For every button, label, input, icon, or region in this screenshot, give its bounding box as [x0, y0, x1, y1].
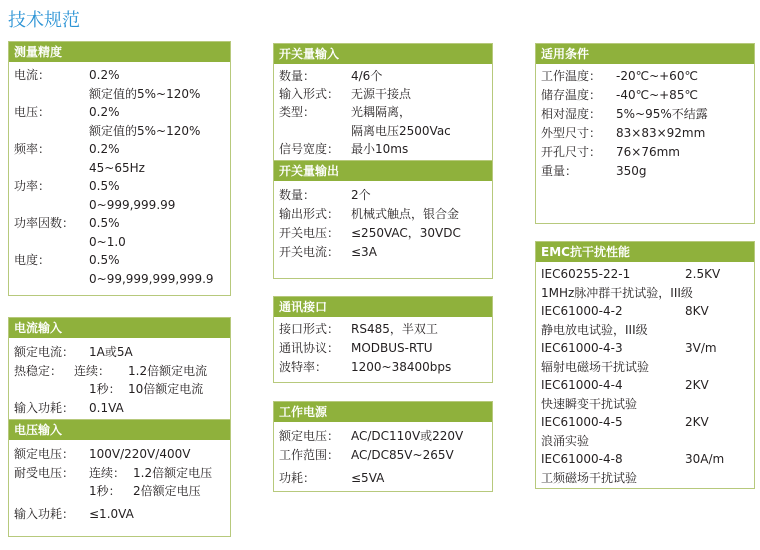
measure-range: 0~999,999.99 — [89, 197, 176, 212]
emc-level: 8KV — [685, 304, 709, 318]
condition-row — [541, 86, 754, 105]
withstand-1s-label: 1秒： — [89, 484, 121, 498]
condition-value: 76×76mm — [616, 145, 680, 159]
condition-value: -20℃~+60℃ — [616, 69, 698, 83]
measure-range: 额定值的5%~120% — [89, 86, 201, 101]
measure-range: 45~65Hz — [89, 160, 145, 175]
emc-description: 静电放电试验，III级 — [541, 322, 648, 337]
condition-row — [541, 124, 754, 143]
switch-in-count-label: 数量： — [279, 69, 316, 83]
comm-baud-label: 波特率： — [279, 360, 328, 374]
emc-description: 1MHz脉冲群干扰试验，III级 — [541, 285, 693, 300]
power-rated-value: AC/DC110V或220V — [351, 429, 464, 443]
switch-out-voltage-label: 开关电压： — [279, 226, 340, 241]
switch-out-current-label: 开关电流： — [279, 245, 340, 260]
measure-range: 0~1.0 — [89, 234, 126, 249]
condition-label: 开孔尺寸： — [541, 145, 602, 159]
emc-header: EMC抗干扰性能 — [536, 242, 754, 262]
page-title: 技术规范 — [8, 10, 80, 31]
condition-label: 工作温度： — [541, 69, 602, 83]
emc-std-row — [541, 265, 754, 284]
switch-in-type-spacer — [279, 122, 351, 140]
measure-accuracy: 0.2% — [89, 68, 120, 82]
emc-standard: IEC60255-22-1 — [541, 267, 631, 281]
emc-description: 快速瞬变干扰试验 — [541, 396, 638, 411]
measure-accuracy: 0.5% — [89, 253, 120, 267]
emc-standard: IEC61000-4-8 — [541, 452, 623, 466]
thermal-spacer — [14, 380, 89, 399]
current-power-label: 输入功耗： — [14, 400, 75, 415]
thermal-continuous-value: 1.2倍额定电流 — [128, 363, 208, 378]
switch-in-type-value-1: 光耦隔离， — [351, 105, 412, 120]
measure-accuracy: 0.5% — [89, 179, 120, 193]
power-range-value: AC/DC85V~265V — [351, 448, 454, 462]
emc-standard: IEC61000-4-4 — [541, 378, 623, 392]
condition-label: 相对湿度： — [541, 107, 602, 121]
condition-row — [541, 67, 754, 86]
rated-current-value: 1A或5A — [89, 345, 133, 359]
power-cons-label: 功耗： — [279, 471, 316, 485]
comm-iface-value: RS485，半双工 — [351, 322, 438, 336]
measure-row — [14, 214, 230, 251]
withstand-continuous-value: 1.2倍额定电压 — [133, 465, 213, 480]
switch-out-body — [274, 181, 492, 262]
measure-range: 0~99,999,999,999.9 — [89, 271, 214, 286]
conditions-body — [536, 64, 754, 181]
voltage-power-label: 输入功耗： — [14, 506, 75, 521]
condition-label: 重量： — [541, 164, 578, 178]
withstand-spacer — [14, 482, 89, 501]
comm-baud-value: 1200~38400bps — [351, 360, 452, 374]
emc-description: 工频磁场干扰试验 — [541, 470, 638, 485]
emc-level: 2.5KV — [685, 267, 721, 281]
thermal-label: 热稳定： — [14, 363, 63, 378]
switch-out-form-value: 机械式触点，银合金 — [351, 207, 460, 222]
measure-label: 电流： — [14, 68, 51, 82]
thermal-1s-label: 1秒： — [89, 382, 121, 396]
conditions-panel — [535, 43, 755, 224]
measure-row — [14, 66, 230, 103]
measure-panel — [8, 41, 231, 296]
measure-accuracy: 0.2% — [89, 105, 120, 119]
emc-std-row — [541, 450, 754, 469]
measure-row — [14, 103, 230, 140]
voltage-input-header: 电压输入 — [9, 419, 230, 440]
rated-voltage-label: 额定电压： — [14, 447, 75, 461]
current-input-body — [9, 338, 230, 417]
switch-out-voltage-value: ≤250VAC，30VDC — [351, 226, 461, 241]
power-cons-value: ≤5VA — [351, 471, 385, 485]
condition-label: 储存温度： — [541, 88, 602, 102]
emc-body — [536, 262, 754, 487]
measure-label: 电度： — [14, 253, 51, 267]
condition-row — [541, 105, 754, 124]
switch-in-type-value-2: 隔离电压2500Vac — [351, 123, 451, 138]
power-body — [274, 422, 492, 488]
conditions-header: 适用条件 — [536, 44, 754, 64]
power-rated-label: 额定电压： — [279, 429, 340, 443]
switch-in-body — [274, 64, 492, 158]
condition-value: 5%~95%不结露 — [616, 107, 708, 121]
comm-iface-label: 接口形式： — [279, 322, 340, 336]
measure-label: 电压： — [14, 105, 51, 119]
power-header: 工作电源 — [274, 402, 492, 422]
measure-accuracy: 0.2% — [89, 142, 120, 156]
condition-value: -40℃~+85℃ — [616, 88, 698, 102]
switch-in-width-label: 信号宽度： — [279, 141, 340, 156]
switch-out-header: 开关量输出 — [274, 160, 492, 181]
switch-in-width-value: 最小10ms — [351, 141, 409, 156]
emc-level: 30A/m — [685, 452, 725, 466]
condition-value: 83×83×92mm — [616, 126, 706, 140]
voltage-input-body — [9, 440, 230, 523]
comm-header: 通讯接口 — [274, 297, 492, 317]
rated-voltage-value: 100V/220V/400V — [89, 447, 191, 461]
current-power-value: 0.1VA — [89, 400, 124, 415]
thermal-1s-value: 10倍额定电流 — [128, 382, 204, 396]
condition-label: 外型尺寸： — [541, 126, 602, 140]
switch-in-form-label: 输入形式： — [279, 87, 340, 102]
rated-current-label: 额定电流： — [14, 345, 75, 359]
measure-accuracy: 0.5% — [89, 216, 120, 230]
emc-standard: IEC61000-4-2 — [541, 304, 623, 318]
thermal-continuous-label: 连续： — [74, 363, 111, 378]
comm-panel — [273, 296, 493, 383]
comm-proto-value: MODBUS-RTU — [351, 341, 433, 355]
emc-standard: IEC61000-4-5 — [541, 415, 623, 429]
power-range-label: 工作范围： — [279, 448, 340, 462]
measure-header: 测量精度 — [9, 42, 230, 62]
measure-label: 功率因数： — [14, 216, 75, 230]
switch-out-current-value: ≤3A — [351, 245, 377, 260]
switch-in-count-value: 4/6个 — [351, 69, 383, 83]
emc-std-row — [541, 376, 754, 395]
emc-level: 2KV — [685, 415, 709, 429]
voltage-power-value: ≤1.0VA — [89, 506, 134, 521]
emc-description: 浪涌实验 — [541, 433, 590, 448]
emc-panel — [535, 241, 755, 489]
emc-level: 3V/m — [685, 341, 717, 355]
measure-row — [14, 177, 230, 214]
measure-range: 额定值的5%~120% — [89, 123, 201, 138]
switch-out-count-value: 2个 — [351, 188, 371, 203]
switch-in-type-label: 类型： — [279, 105, 316, 120]
switch-out-form-label: 输出形式： — [279, 207, 340, 222]
measure-row — [14, 140, 230, 177]
switch-in-form-value: 无源干接点 — [351, 87, 412, 102]
condition-value: 350g — [616, 164, 647, 178]
measure-label: 频率： — [14, 142, 51, 156]
measure-body — [9, 62, 230, 288]
measure-label: 功率： — [14, 179, 51, 193]
emc-std-row — [541, 302, 754, 321]
measure-row — [14, 251, 230, 288]
emc-std-row — [541, 413, 754, 432]
emc-level: 2KV — [685, 378, 709, 392]
emc-description: 辐射电磁场干扰试验 — [541, 359, 650, 374]
emc-std-row — [541, 339, 754, 358]
current-input-header: 电流输入 — [9, 318, 230, 338]
comm-body — [274, 317, 492, 377]
condition-row — [541, 162, 754, 181]
switch-panel — [273, 43, 493, 279]
condition-row — [541, 143, 754, 162]
comm-proto-label: 通讯协议： — [279, 341, 340, 355]
switch-out-count-label: 数量： — [279, 188, 316, 203]
current-voltage-panel — [8, 317, 231, 537]
switch-in-header: 开关量输入 — [274, 44, 492, 64]
withstand-label: 耐受电压： — [14, 465, 75, 480]
emc-standard: IEC61000-4-3 — [541, 341, 623, 355]
withstand-1s-value: 2倍额定电压 — [133, 484, 201, 498]
power-panel — [273, 401, 493, 492]
withstand-continuous-label: 连续： — [89, 465, 126, 480]
